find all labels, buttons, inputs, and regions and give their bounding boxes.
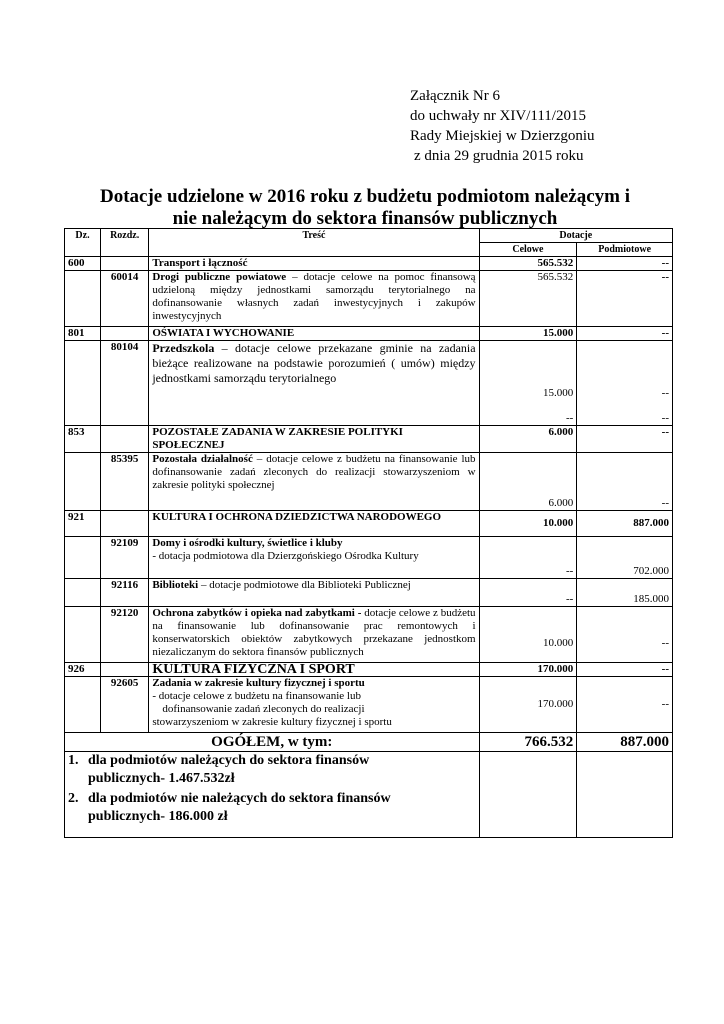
header-row — [65, 229, 673, 243]
row-text-line-3: stowarzyszeniom w zakresie kultury fizycznej i sportu — [152, 716, 392, 728]
celowe-value: 565.532 — [479, 257, 577, 271]
summary-number-2: 2. — [68, 791, 79, 806]
row-description — [149, 341, 479, 426]
rozdz-code: 92120 — [101, 607, 149, 663]
row-text-line-1: - dotacje celowe z budżetu na finansowanie lub — [152, 690, 361, 702]
rozdz-code: 60014 — [101, 271, 149, 327]
annex-line-3: Rady Miejskiej w Dzierzgoniu — [410, 128, 595, 144]
dz-code: 801 — [65, 327, 101, 341]
total-celowe: 766.532 — [479, 733, 577, 752]
celowe-value: -- — [479, 537, 577, 579]
podmiotowe-value: 702.000 — [577, 537, 673, 579]
section-name: Transport i łączność — [149, 257, 479, 271]
table-row — [65, 579, 673, 607]
header-dz: Dz. — [65, 229, 101, 257]
dz-code: 921 — [65, 511, 101, 537]
table-row — [65, 663, 673, 677]
annex-header — [410, 86, 595, 166]
summary-item-1 — [68, 752, 476, 770]
section-name: OŚWIATA I WYCHOWANIE — [149, 327, 479, 341]
dz-code: 853 — [65, 426, 101, 453]
row-description — [149, 453, 479, 511]
header-celowe: Celowe — [479, 243, 577, 257]
celowe-value: 565.532 — [479, 271, 577, 327]
podmiotowe-value: -- — [577, 453, 673, 511]
podmiotowe-cell — [577, 341, 673, 426]
header-dotacje: Dotacje — [479, 229, 672, 243]
title-line-1: Dotacje udzielone w 2016 roku z budżetu podmiotom należącym i — [99, 186, 631, 207]
celowe-value: 15.000 — [543, 387, 574, 399]
podmiotowe-value: -- — [577, 677, 673, 733]
header-tresc: Treść — [149, 229, 479, 257]
celowe-cell — [479, 341, 577, 426]
row-description — [149, 607, 479, 663]
rozdz-code: 92109 — [101, 537, 149, 579]
section-name: POZOSTAŁE ZADANIA W ZAKRESIE POLITYKI SPOŁECZNEJ — [149, 426, 479, 453]
total-row — [65, 733, 673, 752]
celowe-value: 170.000 — [479, 677, 577, 733]
rozdz-code: 85395 — [101, 453, 149, 511]
table-row — [65, 426, 673, 453]
section-name: KULTURA FIZYCZNA I SPORT — [149, 663, 479, 677]
rozdz-code: 80104 — [101, 341, 149, 426]
row-text: - dotacja podmiotowa dla Dzierzgońskiego Ośrodka Kultury — [152, 550, 419, 562]
celowe-value: 10.000 — [479, 607, 577, 663]
header-rozdz: Rozdz. — [101, 229, 149, 257]
row-title: Drogi publiczne powiatowe — [152, 271, 287, 283]
table-row — [65, 341, 673, 426]
celowe-value-2: -- — [565, 412, 574, 424]
row-description — [149, 271, 479, 327]
podmiotowe-value-2: -- — [661, 412, 669, 424]
annex-line-1: Załącznik Nr 6 — [410, 88, 500, 104]
summary-text-2a: dla podmiotów nie należących do sektora finansów — [88, 791, 391, 806]
table-row — [65, 453, 673, 511]
total-label: OGÓŁEM, w tym: — [65, 733, 480, 752]
grants-table — [64, 228, 673, 838]
annex-line-4: z dnia 29 grudnia 2015 roku — [414, 148, 584, 164]
podmiotowe-value: -- — [577, 607, 673, 663]
row-title: Domy i ośrodki kultury, świetlice i kluby — [152, 537, 343, 549]
table-row — [65, 271, 673, 327]
celowe-value: 6.000 — [479, 453, 577, 511]
row-text: dotacje celowe z budżetu na finansowanie lub dofinansowanie prac remontowych i konserwatorskich obiektów zabytkowych przekazane jednostkom niezaliczanym do sektora finansów publicznych — [152, 607, 476, 658]
podmiotowe-value: 887.000 — [577, 511, 673, 537]
podmiotowe-value: -- — [661, 387, 669, 399]
summary-text-2b: publicznych- 186.000 zł — [88, 809, 228, 824]
row-title: Przedszkola — [152, 341, 215, 355]
rozdz-code: 92605 — [101, 677, 149, 733]
podmiotowe-value: -- — [577, 663, 673, 677]
celowe-value: 10.000 — [479, 511, 577, 537]
summary-item-2 — [68, 790, 476, 808]
celowe-value: 170.000 — [479, 663, 577, 677]
summary-cell — [65, 752, 480, 838]
header-podmiotowe: Podmiotowe — [577, 243, 673, 257]
podmiotowe-value: 185.000 — [577, 579, 673, 607]
annex-line-2: do uchwały nr XIV/111/2015 — [410, 108, 586, 124]
row-description — [149, 537, 479, 579]
summary-row — [65, 752, 673, 838]
table-row — [65, 257, 673, 271]
table-row — [65, 327, 673, 341]
document-title — [60, 186, 670, 230]
podmiotowe-value: -- — [577, 257, 673, 271]
row-text: – dotacje celowe z budżetu na finansowanie lub dofinansowanie zadań zleconych do realizacji stowarzyszeniom w zakresie polityki społecznej — [152, 453, 476, 491]
podmiotowe-value: -- — [577, 271, 673, 327]
row-text: – dotacje celowe na pomoc finansową udzieloną między jednostkami samorządu terytorialnego na dofinansowanie własnych zadań inwestycyjnych i zakupów inwestycyjnych — [152, 271, 476, 322]
summary-number-1: 1. — [68, 753, 79, 768]
celowe-value: 6.000 — [479, 426, 577, 453]
total-podmiotowe: 887.000 — [577, 733, 673, 752]
section-name: KULTURA I OCHRONA DZIEDZICTWA NARODOWEGO — [149, 511, 479, 537]
dz-code: 926 — [65, 663, 101, 677]
summary-text-1a: dla podmiotów należących do sektora finansów — [88, 753, 370, 768]
table-row — [65, 677, 673, 733]
summary-text-1b: publicznych- 1.467.532zł — [88, 771, 235, 786]
celowe-value: 15.000 — [479, 327, 577, 341]
row-title: Pozostała działalność — [152, 453, 253, 465]
row-title: Zadania w zakresie kultury fizycznej i sportu — [152, 677, 365, 689]
rozdz-code: 92116 — [101, 579, 149, 607]
title-line-2: nie należącym do sektora finansów publicznych — [172, 208, 558, 229]
row-text-line-2: dofinansowanie zadań zleconych do realizacji — [162, 703, 365, 715]
table-row — [65, 537, 673, 579]
row-text: – dotacje podmiotowe dla Biblioteki Publicznej — [198, 579, 411, 591]
row-title: Biblioteki — [152, 579, 199, 591]
table-row — [65, 511, 673, 537]
podmiotowe-value: -- — [577, 426, 673, 453]
row-description — [149, 677, 479, 733]
podmiotowe-value: -- — [577, 327, 673, 341]
dz-code: 600 — [65, 257, 101, 271]
celowe-value: -- — [479, 579, 577, 607]
table-row — [65, 607, 673, 663]
row-text: – dotacje celowe przekazane gminie na zadania bieżące realizowane na podstawie porozumień ( umów) między jednostkami samorządu terytorialnego — [152, 341, 476, 385]
row-title: Ochrona zabytków i opieka nad zabytkami - — [152, 607, 362, 619]
row-description — [149, 579, 479, 607]
